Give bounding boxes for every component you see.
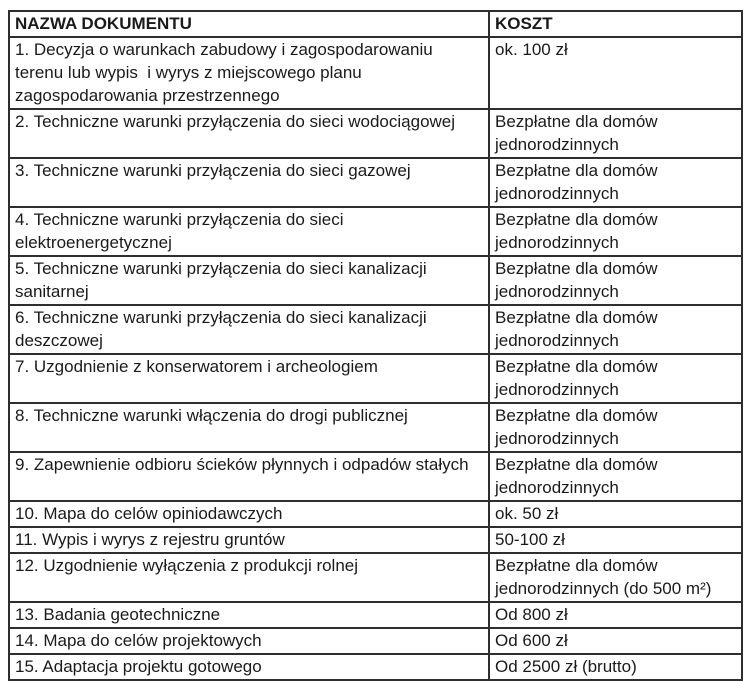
- document-name-cell: 4. Techniczne warunki przyłączenia do sieci elektroenergetycznej: [9, 207, 489, 256]
- cost-cell: Od 600 zł: [489, 628, 742, 654]
- cost-cell: Bezpłatne dla domów jednorodzinnych: [489, 452, 742, 501]
- cost-cell: Bezpłatne dla domów jednorodzinnych: [489, 256, 742, 305]
- cost-cell: Bezpłatne dla domów jednorodzinnych: [489, 403, 742, 452]
- cost-cell: Od 800 zł: [489, 602, 742, 628]
- table-row: [9, 628, 742, 654]
- document-name-cell: 1. Decyzja o warunkach zabudowy i zagospodarowaniu terenu lub wypis i wyrys z miejscowego planu zagospodarowania przestrzennego: [9, 37, 489, 109]
- document-name-cell: 3. Techniczne warunki przyłączenia do sieci gazowej: [9, 158, 489, 207]
- cost-cell: Bezpłatne dla domów jednorodzinnych: [489, 109, 742, 158]
- cost-cell: 50-100 zł: [489, 527, 742, 553]
- table-row: [9, 527, 742, 553]
- table-row: [9, 37, 742, 109]
- column-header-document-name: NAZWA DOKUMENTU: [9, 11, 489, 37]
- column-header-cost: KOSZT: [489, 11, 742, 37]
- table-row: [9, 452, 742, 501]
- document-name-cell: 14. Mapa do celów projektowych: [9, 628, 489, 654]
- header-row: [9, 11, 742, 37]
- cost-cell: Od 2500 zł (brutto): [489, 654, 742, 680]
- document-name-cell: 2. Techniczne warunki przyłączenia do sieci wodociągowej: [9, 109, 489, 158]
- cost-cell: ok. 50 zł: [489, 501, 742, 527]
- document-name-cell: 10. Mapa do celów opiniodawczych: [9, 501, 489, 527]
- document-name-cell: 5. Techniczne warunki przyłączenia do sieci kanalizacji sanitarnej: [9, 256, 489, 305]
- table-row: [9, 305, 742, 354]
- cost-cell: ok. 100 zł: [489, 37, 742, 109]
- cost-table-body: [9, 37, 742, 680]
- table-row: [9, 602, 742, 628]
- document-page: [8, 10, 743, 681]
- document-name-cell: 8. Techniczne warunki włączenia do drogi publicznej: [9, 403, 489, 452]
- table-row: [9, 501, 742, 527]
- cost-table: [8, 10, 743, 681]
- document-name-cell: 7. Uzgodnienie z konserwatorem i archeologiem: [9, 354, 489, 403]
- document-name-cell: 15. Adaptacja projektu gotowego: [9, 654, 489, 680]
- cost-cell: Bezpłatne dla domów jednorodzinnych: [489, 158, 742, 207]
- cost-cell: Bezpłatne dla domów jednorodzinnych: [489, 354, 742, 403]
- document-name-cell: 13. Badania geotechniczne: [9, 602, 489, 628]
- cost-cell: Bezpłatne dla domów jednorodzinnych: [489, 305, 742, 354]
- table-row: [9, 654, 742, 680]
- cost-cell: Bezpłatne dla domów jednorodzinnych: [489, 207, 742, 256]
- document-name-cell: 12. Uzgodnienie wyłączenia z produkcji rolnej: [9, 553, 489, 602]
- table-row: [9, 403, 742, 452]
- table-row: [9, 354, 742, 403]
- table-row: [9, 553, 742, 602]
- table-row: [9, 158, 742, 207]
- table-row: [9, 207, 742, 256]
- document-name-cell: 11. Wypis i wyrys z rejestru gruntów: [9, 527, 489, 553]
- table-row: [9, 256, 742, 305]
- cost-cell: Bezpłatne dla domów jednorodzinnych (do 500 m²): [489, 553, 742, 602]
- document-name-cell: 6. Techniczne warunki przyłączenia do sieci kanalizacji deszczowej: [9, 305, 489, 354]
- table-row: [9, 109, 742, 158]
- document-name-cell: 9. Zapewnienie odbioru ścieków płynnych i odpadów stałych: [9, 452, 489, 501]
